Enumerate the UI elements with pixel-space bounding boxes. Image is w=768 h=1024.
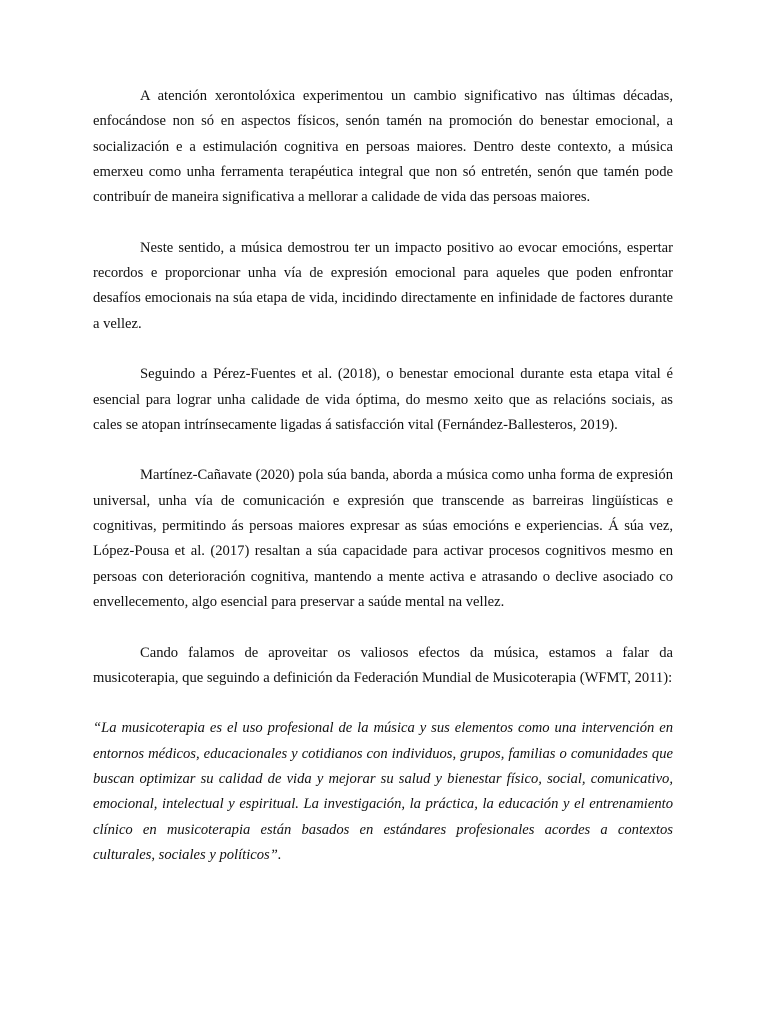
- block-quote: “La musicoterapia es el uso profesional de la música y sus elementos como una intervención en entornos médicos, educacionales y cotidianos con individuos, grupos, familias o comunidades que buscan optimizar su calidad de vida y mejorar su salud y bienestar físico, social, comunicativo, emocional, intelectual y espiritual. La investigación, la práctica, la educación y el entrenamiento clínico en musicoterapia están basados en estándares profesionales acordes a contextos culturales, sociales y políticos”.: [93, 720, 673, 863]
- paragraph-3: Seguindo a Pérez-Fuentes et al. (2018), o benestar emocional durante esta etapa vital é esencial para lograr unha calidade de vida óptima, do mesmo xeito que as relacións sociais, as cales se atopan intrínsecamente ligadas á satisfacción vital (Fernández-Ballesteros, 2019).: [93, 366, 673, 433]
- paragraph-2: Neste sentido, a música demostrou ter un impacto positivo ao evocar emocións, espertar recordos e proporcionar unha vía de expresión emocional para aqueles que poden enfrontar desafíos emocionais na súa etapa de vida, incidindo directamente en infinidade de factores durante a vellez.: [93, 239, 673, 332]
- paragraph-4: Martínez-Cañavate (2020) pola súa banda, aborda a música como unha forma de expresión universal, unha vía de comunicación e expresión que transcende as barreiras lingüísticas e cognitivas, permitindo ás persoas maiores expresar as súas emocións e experiencias. Á súa vez, López-Pousa et al. (2017) resaltan a súa capacidade para activar procesos cognitivos mesmo en persoas con deterioración cognitiva, mantendo a mente activa e atrasando o declive asociado co envellecemento, algo esencial para preservar a saúde mental na vellez.: [93, 467, 673, 610]
- document-page: [93, 84, 673, 868]
- paragraph-5: Cando falamos de aproveitar os valiosos efectos da música, estamos a falar da musicoterapia, que seguindo a definición da Federación Mundial de Musicoterapia (WFMT, 2011):: [93, 644, 673, 686]
- paragraph-1: A atención xerontolóxica experimentou un cambio significativo nas últimas décadas, enfocándose non só en aspectos físicos, senón tamén na promoción do benestar emocional, a socialización e a estimulación cognitiva en persoas maiores. Dentro deste contexto, a música emerxeu como unha ferramenta terapéutica integral que non só entretén, senón que tamén pode contribuír de maneira significativa a mellorar a calidade de vida das persoas maiores.: [93, 88, 673, 206]
